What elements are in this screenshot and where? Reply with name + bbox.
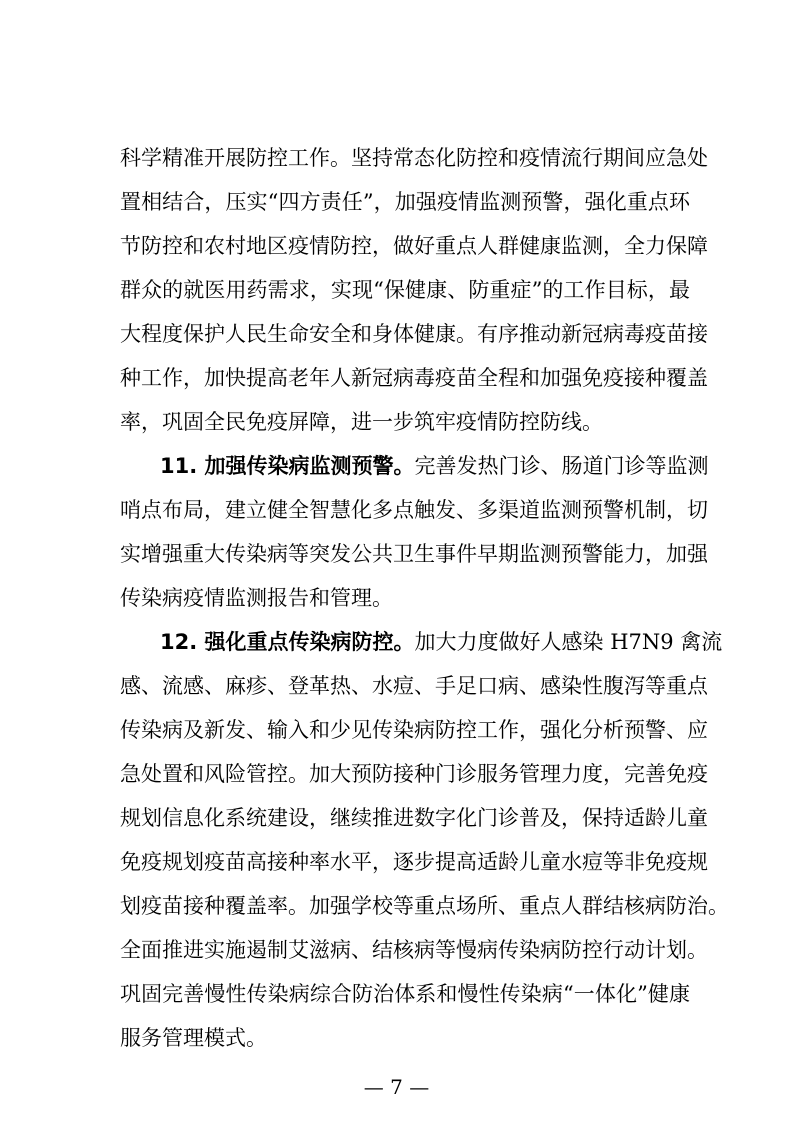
body-text-line: 哨点布局，建立健全智慧化多点触发、多渠道监测预警机制，切 [120,498,708,522]
body-text-line: 免疫规划疫苗高接种率水平，逐步提高适龄儿童水痘等非免疫规 [120,850,708,874]
section-12-first-line [160,622,723,662]
body-text-line: 实增强重大传染病等突发公共卫生事件早期监测预警能力，加强 [120,542,708,566]
section-11-text: 完善发热门诊、肠道门诊等监测 [414,454,709,478]
body-text-line: 传染病及新发、输入和少见传染病防控工作，强化分析预警、应 [120,718,708,742]
body-text-line: 感、流感、麻疹、登革热、水痘、手足口病、感染性腹泻等重点 [120,674,708,698]
section-12-heading: 12. 强化重点传染病防控。 [160,630,415,654]
body-text-line: 全面推进实施遏制艾滋病、结核病等慢病传染病防控行动计划。 [120,938,708,962]
body-text-line: 划疫苗接种覆盖率。加强学校等重点场所、重点人群结核病防治。 [120,894,729,918]
body-text-line: 传染病疫情监测报告和管理。 [120,586,393,610]
page-number: — 7 — [363,1075,430,1099]
body-text-line: 群众的就医用药需求，实现“保健康、防重症”的工作目标，最 [120,278,690,302]
body-text-line: 科学精准开展防控工作。坚持常态化防控和疫情流行期间应急处 [120,146,708,170]
body-text-line: 规划信息化系统建设，继续推进数字化门诊普及，保持适龄儿童 [120,806,708,830]
section-11-heading: 11. 加强传染病监测预警。 [160,454,415,478]
body-text-line: 巩固完善慢性传染病综合防治体系和慢性传染病“一体化”健康 [120,982,690,1006]
body-text-line: 服务管理模式。 [120,1026,267,1050]
body-text-line: 种工作，加快提高老年人新冠病毒疫苗全程和加强免疫接种覆盖 [120,366,708,390]
body-text-line: 急处置和风险管控。加大预防接种门诊服务管理力度，完善免疫 [120,762,708,786]
section-12-text: 加大力度做好人感染 H7N9 禽流 [414,630,723,654]
section-11-first-line [160,446,709,486]
body-text-line: 置相结合，压实“四方责任”，加强疫情监测预警，强化重点环 [120,190,690,214]
body-text-line: 节防控和农村地区疫情防控，做好重点人群健康监测，全力保障 [120,234,708,258]
body-text-line: 率，巩固全民免疫屏障，进一步筑牢疫情防控防线。 [120,410,603,434]
body-text-line: 大程度保护人民生命安全和身体健康。有序推动新冠病毒疫苗接 [120,322,708,346]
